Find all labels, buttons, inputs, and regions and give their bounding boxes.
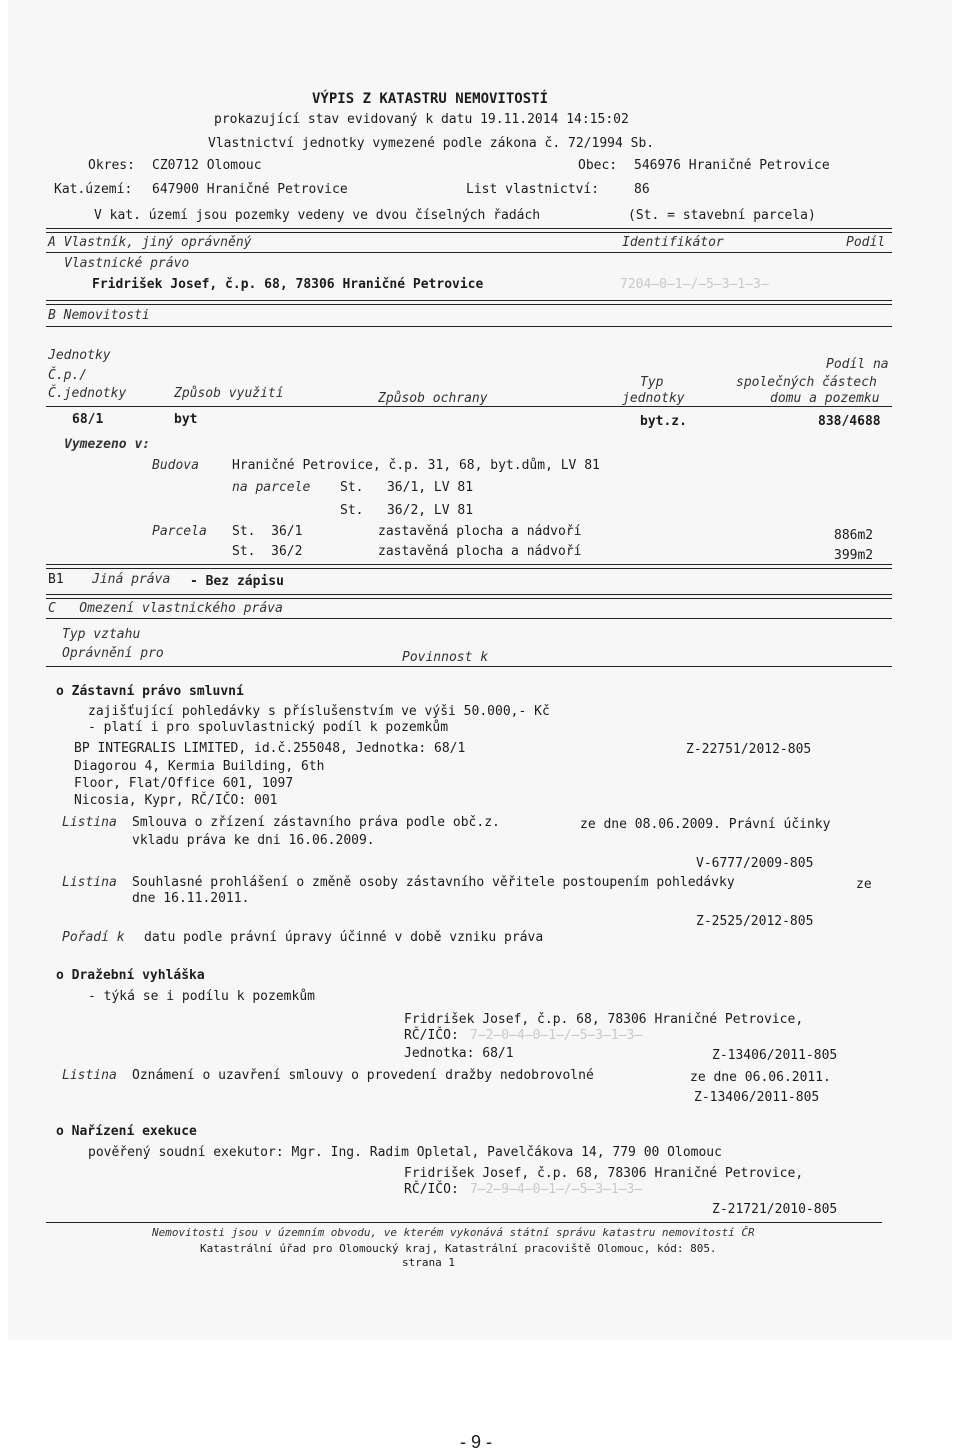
entry-1-z-number-2: Z-2525/2012-805 [696,914,814,929]
document-sheet [8,0,952,1340]
footer-rule [46,1222,882,1223]
section-a-subrule [46,252,892,253]
spolecnych-heading: společných částech [736,375,877,390]
zpusob-vyuziti-heading: Způsob využití [174,386,284,401]
entry-1-listina-2-label: Listina [62,875,117,890]
section-b-subrule [46,326,892,327]
budova-value: Hraničné Petrovice, č.p. 31, 68, byt.dům, LV 81 [232,458,600,473]
section-b1-rule [46,564,892,569]
podil-na-heading: Podíl na [826,357,889,372]
section-a-title: A Vlastník, jiný oprávněný [48,235,252,250]
entry-3-z-number: Z-21721/2010-805 [712,1202,838,1217]
unit-number: 68/1 [72,412,104,427]
entry-1-z-number: Z-22751/2012-805 [686,742,812,757]
budova-label: Budova [152,458,199,473]
entry-3-rc-label: RČ/IČO: [404,1182,459,1197]
vlastnicke-pravo-label: Vlastnické právo [64,256,190,271]
entry-1-line-1: zajišťující pohledávky s příslušenstvím ve výši 50.000,- Kč [88,704,550,719]
document-title: VÝPIS Z KATASTRU NEMOVITOSTÍ [312,91,549,107]
footer-line-2: Katastrální úřad pro Olomoucký kraj, Katastrální pracoviště Olomouc, kód: 805. [200,1242,717,1255]
entry-1-address-1: Diagorou 4, Kermia Building, 6th [74,759,325,774]
redacted-stamp: 7204̶0̶1̶/̶5̶3̶1̶3̶ [620,277,769,292]
parcel-2-area: 399m2 [834,548,874,563]
unit-use: byt [174,412,198,427]
section-c-rule [46,594,892,599]
entry-1-v-number: V-6777/2009-805 [696,856,814,871]
entry-2-redacted-stamp: 7̶2̶0̶4̶0̶1̶/̶5̶3̶1̶3̶ [470,1028,643,1043]
entry-1-address-3: Nicosia, Kypr, RČ/IČO: 001 [74,793,278,808]
domu-heading: domu a pozemku [770,391,880,406]
okres-label: Okres: [88,158,135,173]
typ-vztahu-heading: Typ vztahu [62,627,141,642]
entry-2-z-number: Z-13406/2011-805 [712,1048,838,1063]
jednotky-heading: Jednotky [48,348,111,363]
kat-label: Kat.území: [54,182,133,197]
entry-3-redacted-stamp: 7̶2̶9̶4̶0̶1̶/̶5̶3̶1̶3̶ [470,1182,643,1197]
parcel-1-description: zastavěná plocha a nádvoří [378,524,582,539]
page-number: - 9 - [460,1432,493,1452]
entry-3-owner: Fridrišek Josef, č.p. 68, 78306 Hraničné Petrovice, [404,1166,804,1181]
unit-type: byt.z. [640,414,687,429]
entry-1-title: o Zástavní právo smluvní [56,684,244,699]
entry-1-listina-2-date: dne 16.11.2011. [132,891,250,906]
section-b-title: B Nemovitosti [48,308,150,323]
parcela-label: Parcela [152,524,207,539]
entry-1-line-2: - platí i pro spoluvlastnický podíl k pozemkům [88,720,449,735]
typ-jednotky-heading: jednotky [622,391,685,406]
entry-3-title: o Nařízení exekuce [56,1124,197,1139]
podil-heading: Podíl [846,235,886,250]
section-c-subrule [46,618,892,619]
cp-heading: Č.p./ [48,368,88,383]
section-b1-value: - Bez zápisu [190,574,284,589]
entry-1-listina-1-effect: vkladu práva ke dni 16.06.2009. [132,833,375,848]
entry-2-rc-label: RČ/IČO: [404,1028,459,1043]
header-ownership-line: Vlastnictví jednotky vymezené podle zákona č. 72/1994 Sb. [208,136,655,151]
povinnost-heading: Povinnost k [402,650,489,665]
section-c-title: C Omezení vlastnického práva [48,601,283,616]
entry-2-jednotka: Jednotka: 68/1 [404,1046,514,1061]
obec-value: 546976 Hraničné Petrovice [634,158,830,173]
entry-2-line-1: - týká se i podílu k pozemkům [88,989,315,1004]
jednotky-header-rule [46,406,892,407]
okres-value: CZ0712 Olomouc [152,158,262,173]
typ-heading: Typ [640,375,664,390]
entry-1-creditor: BP INTEGRALIS LIMITED, id.č.255048, Jednotka: 68/1 [74,741,466,756]
section-b1-title: Jiná práva [92,572,171,587]
section-c-header-rule [46,666,892,667]
entry-1-listina-2: Souhlasné prohlášení o změně osoby zástavního věřitele postoupením pohledávky [132,875,735,890]
entry-2-listina-label: Listina [62,1068,117,1083]
na-parcele-value-1: St. 36/1, LV 81 [340,480,474,495]
footer-line-1: Nemovitosti jsou v územním obvodu, ve kterém vykonává státní správu katastru nemovitostí ČR [152,1226,755,1239]
entry-2-listina: Oznámení o uzavření smlouvy o provedení dražby nedobrovolné [132,1068,594,1083]
section-b1-label: B1 [48,572,64,587]
vymezeno-label: Vymezeno v: [64,437,151,452]
obec-label: Obec: [578,158,618,173]
entry-3-line-1: pověřený soudní exekutor: Mgr. Ing. Radim Opletal, Pavelčákova 14, 779 00 Olomouc [88,1145,722,1160]
lv-value: 86 [634,182,650,197]
zpusob-ochrany-heading: Způsob ochrany [378,391,488,406]
poradi-label: Pořadí k [62,930,125,945]
cadastre-note: V kat. území jsou pozemky vedeny ve dvou číselných řadách [94,208,541,223]
kat-value: 647900 Hraničné Petrovice [152,182,348,197]
section-b-rule [46,300,892,305]
na-parcele-value-2: St. 36/2, LV 81 [340,503,474,518]
entry-1-listina-1-date: ze dne 08.06.2009. Právní účinky [580,817,831,832]
parcel-1-area: 886m2 [834,528,874,543]
identifikator-heading: Identifikátor [622,235,724,250]
entry-2-owner: Fridrišek Josef, č.p. 68, 78306 Hraničné Petrovice, [404,1012,804,1027]
cj-heading: Č.jednotky [48,386,127,401]
entry-1-address-2: Floor, Flat/Office 601, 1097 [74,776,294,791]
entry-2-z-number-2: Z-13406/2011-805 [694,1090,820,1105]
opravneni-heading: Oprávnění pro [62,646,164,661]
parcel-2-description: zastavěná plocha a nádvoří [378,544,582,559]
footer-page-label: strana 1 [402,1256,455,1269]
header-state-line: prokazující stav evidovaný k datu 19.11.2014 14:15:02 [214,112,629,127]
owner-name: Fridrišek Josef, č.p. 68, 78306 Hraničné Petrovice [92,277,484,292]
unit-share: 838/4688 [818,414,881,429]
na-parcele-label: na parcele [232,480,311,495]
entry-2-title: o Dražební vyhláška [56,968,205,983]
entry-1-listina-2-ze: ze [856,877,872,892]
parcel-1-number: St. 36/1 [232,524,303,539]
entry-1-listina-label: Listina [62,815,117,830]
entry-1-listina-1: Smlouva o zřízení zástavního práva podle obč.z. [132,815,500,830]
poradi-text: datu podle právní úpravy účinné v době vzniku práva [144,930,544,945]
lv-label: List vlastnictví: [466,182,600,197]
cadastre-note-st: (St. = stavební parcela) [628,208,816,223]
section-a-rule [46,228,892,233]
parcel-2-number: St. 36/2 [232,544,303,559]
entry-2-listina-date: ze dne 06.06.2011. [690,1070,831,1085]
